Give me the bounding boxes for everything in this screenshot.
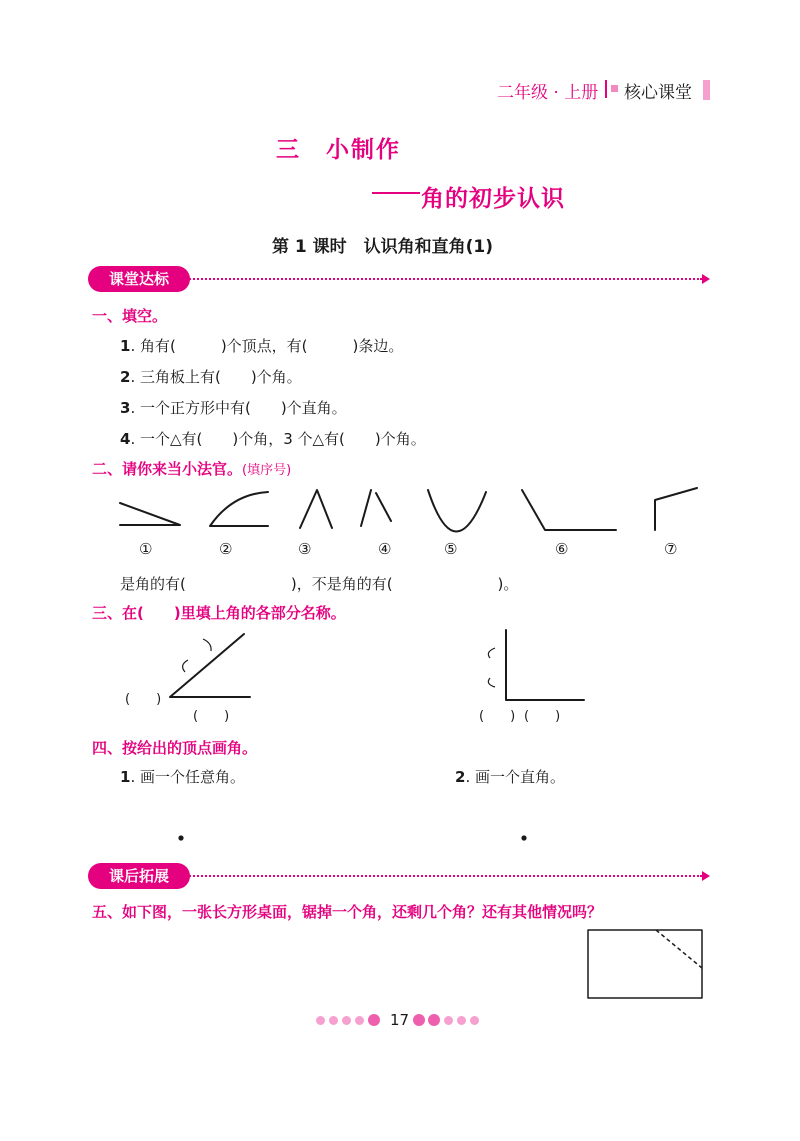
q3-heading: 三、在( )里填上角的各部分名称。 [92, 604, 346, 622]
footer-dot-icon [470, 1016, 479, 1025]
footer-dot-icon [316, 1016, 325, 1025]
unit-subtitle: 角的初步认识 [421, 186, 565, 212]
q4-heading: 四、按给出的顶点画角。 [92, 739, 258, 757]
q4-item-1: 1. 画一个任意角。 [120, 768, 245, 786]
figure-label-3: ③ [298, 540, 312, 558]
footer-dot-icon [368, 1014, 380, 1026]
q1-heading: 一、填空。 [92, 307, 168, 325]
figure-6-angle [522, 490, 616, 530]
q3-paren-right-vertex: ( ) [479, 709, 516, 724]
q3-left-angle [170, 634, 250, 697]
page-number: 17 [390, 1011, 410, 1029]
footer-dot-icon [329, 1016, 338, 1025]
vertex-dot-2 [521, 835, 526, 840]
vertex-dot-1 [178, 835, 183, 840]
q2-heading: 二、请你来当小法官。(填序号) [92, 460, 292, 478]
footer-dot-icon [457, 1016, 466, 1025]
q3-paren-vertex: ( ) [125, 692, 162, 707]
q3-paren-right-mid [488, 678, 495, 687]
footer-dot-icon [444, 1016, 453, 1025]
footer-dot-icon [413, 1014, 425, 1026]
q1-item-1: 1. 角有( )个顶点，有( )条边。 [120, 337, 404, 355]
banner-class-goal: 课堂达标 [88, 266, 190, 292]
banner2-arrow-icon [702, 871, 710, 881]
q3-paren-mid [183, 660, 188, 672]
q3-paren-right-top [488, 648, 495, 658]
footer-dot-icon [428, 1014, 440, 1026]
figure-7-angle [655, 488, 697, 530]
figure-label-7: ⑦ [664, 540, 678, 558]
banner2-dotted-line [182, 875, 702, 877]
q3-paren-side: ( ) [193, 709, 230, 724]
figure-4-lines [361, 490, 391, 526]
banner-extension: 课后拓展 [88, 863, 190, 889]
header-grade: 二年级 · 上册 [497, 83, 599, 103]
table-rectangle [588, 930, 702, 998]
header-section: 核心课堂 [624, 83, 692, 103]
figure-label-4: ④ [378, 540, 392, 558]
q5-heading: 五、如下图，一张长方形桌面，锯掉一个角，还剩几个角？还有其他情况吗？ [92, 903, 603, 921]
saw-cut-dashed-line [656, 930, 702, 968]
lesson-title: 第 1 课时 认识角和直角(1) [272, 237, 494, 257]
footer-dot-icon [355, 1016, 364, 1025]
figure-1-angle [120, 503, 180, 525]
footer-dot-icon [342, 1016, 351, 1025]
figure-2-curve [210, 492, 268, 526]
q4-item-2: 2. 画一个直角。 [455, 768, 565, 786]
figure-3-angle [300, 490, 332, 528]
figure-label-1: ① [139, 540, 153, 558]
q1-item-3: 3. 一个正方形中有( )个直角。 [120, 399, 347, 417]
q3-paren-top [203, 639, 211, 651]
unit-title: 三 小制作 [276, 137, 401, 163]
figure-label-6: ⑥ [555, 540, 569, 558]
q3-right-angle [506, 630, 584, 700]
figure-5-curve [428, 490, 486, 532]
figure-label-2: ② [219, 540, 233, 558]
q2-answer-line: 是角的有( )，不是角的有( )。 [120, 575, 519, 593]
q3-paren-right-side: ( ) [524, 709, 561, 724]
q1-item-2: 2. 三角板上有( )个角。 [120, 368, 302, 386]
figure-label-5: ⑤ [444, 540, 458, 558]
q1-item-4: 4. 一个△有( )个角，3 个△有( )个角。 [120, 430, 426, 448]
